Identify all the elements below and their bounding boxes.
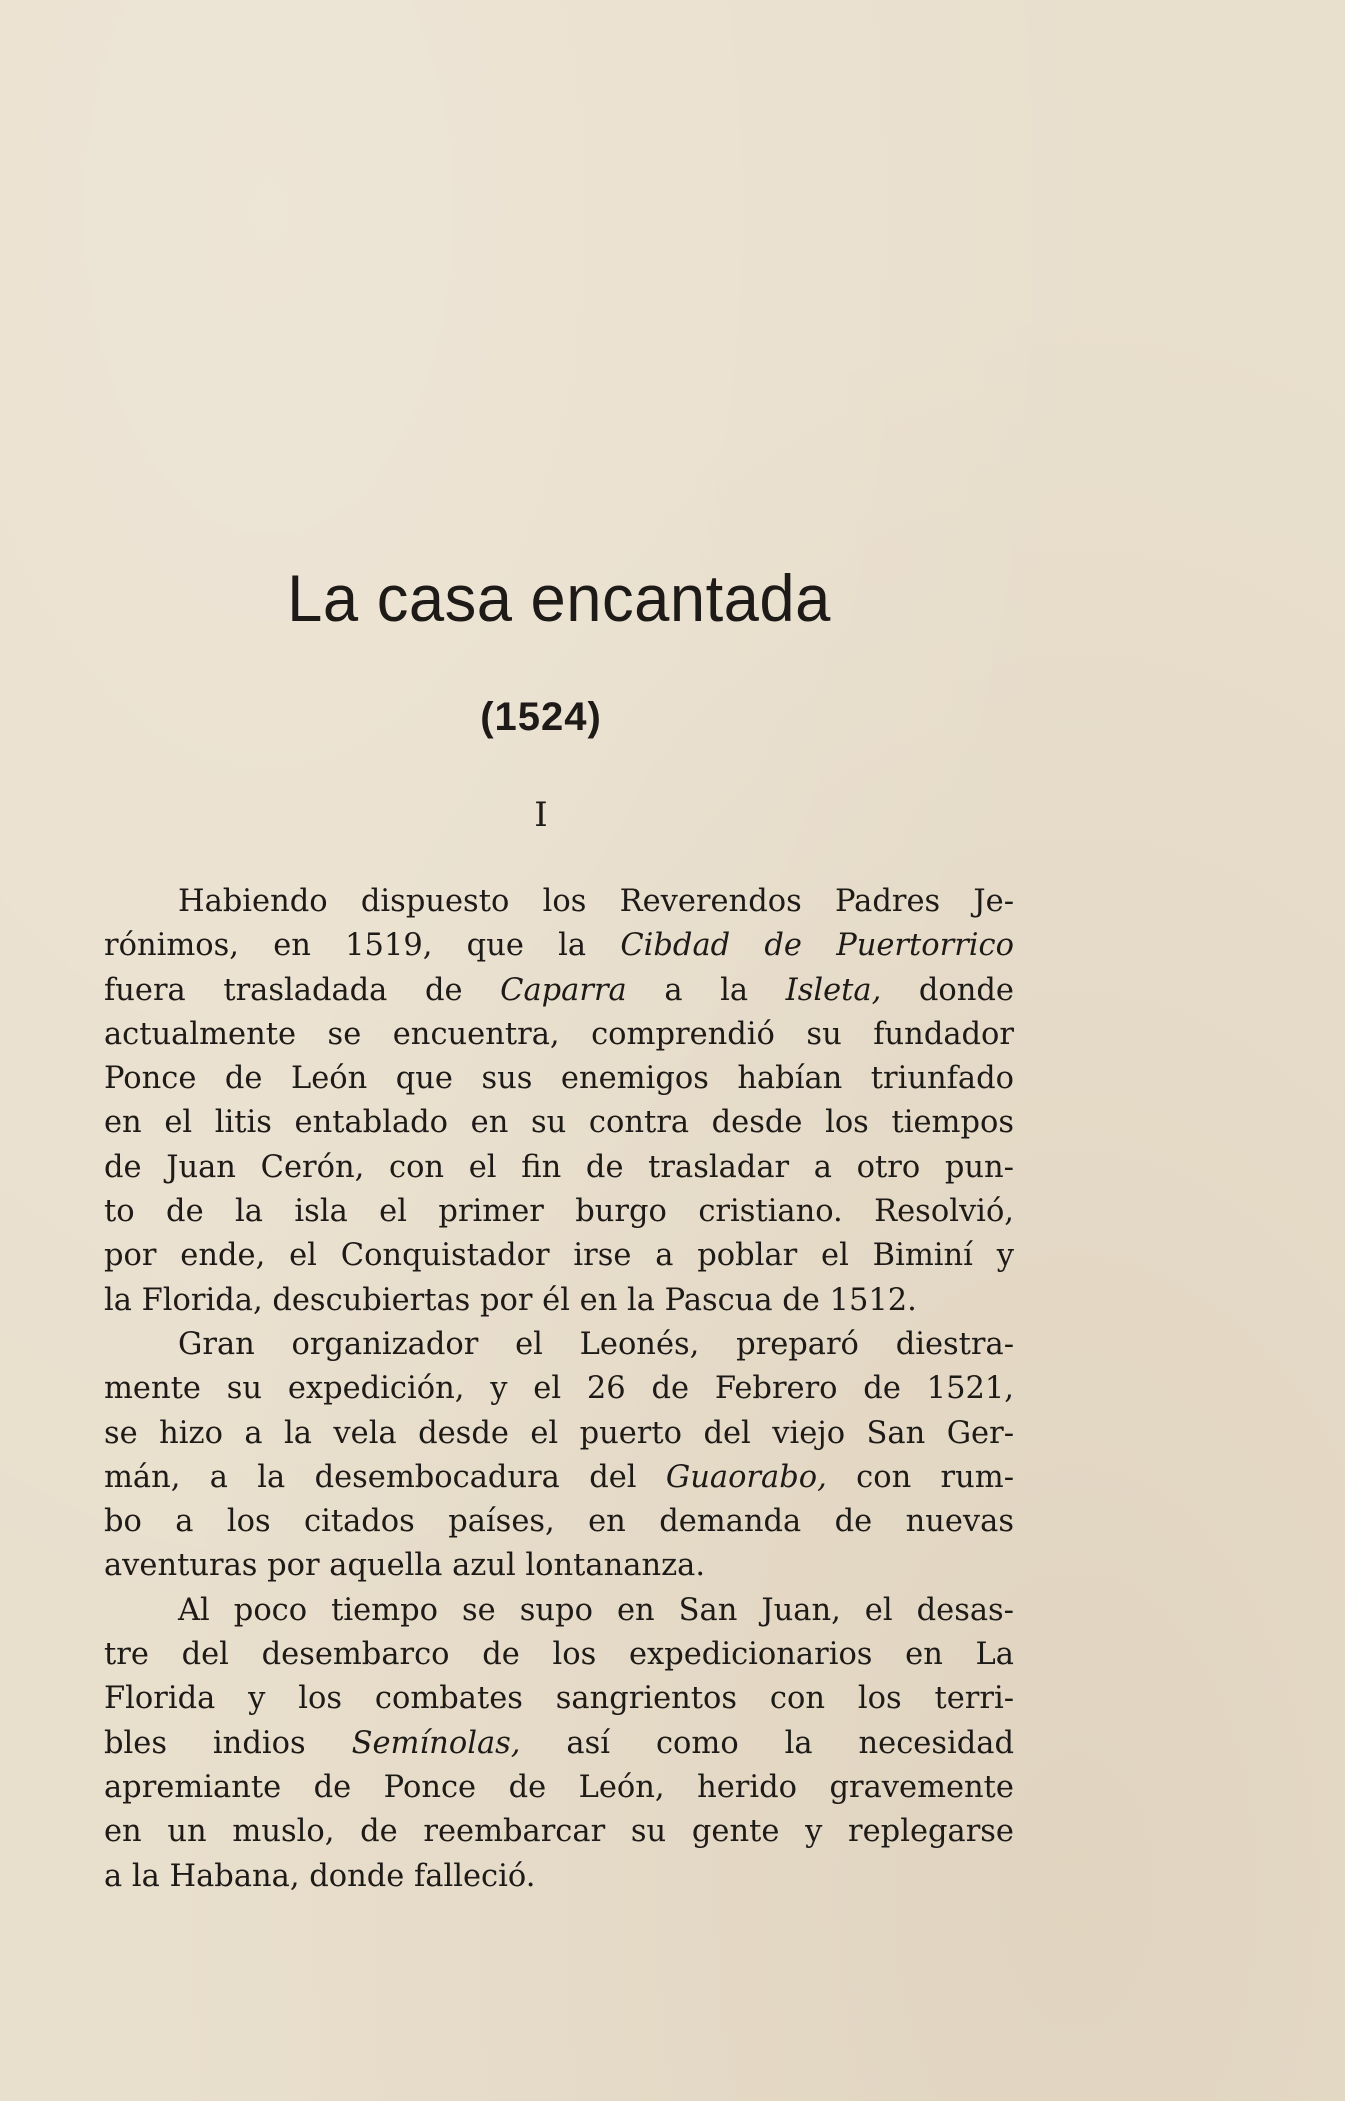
text-segment: fuera trasladada de [104,972,501,1008]
text-segment: to de la isla el primer burgo cristiano. Resolvió, [104,1194,1014,1230]
text-segment: mán, a la desembocadura del [104,1459,666,1495]
section-number: I [534,795,548,835]
text-segment: Habiendo dispuesto los Reverendos Padres Je- [178,884,1014,919]
body-text [104,880,1014,1899]
text-line [104,1855,1014,1899]
italic-text: Cibdad de Puertorrico [620,928,1014,964]
text-line [104,1722,1014,1766]
italic-text: Caparra [500,972,627,1008]
text-line [104,1500,1014,1544]
text-segment: de Juan Cerón, con el fin de trasladar a otro pun- [104,1149,1014,1185]
text-segment: a la Habana, donde falleció. [104,1858,536,1894]
text-segment: actualmente se encuentra, comprendió su fundador [104,1016,1014,1052]
text-line [104,1766,1014,1810]
paragraph [104,1589,1014,1899]
text-segment: a la [626,972,786,1008]
text-segment: bo a los citados países, en demanda de nuevas [104,1504,1014,1540]
text-segment: mente su expedición, y el 26 de Febrero de 1521, [104,1371,1014,1407]
text-segment: en el litis entablado en su contra desde los tiempos [104,1105,1014,1141]
text-line [104,1146,1014,1190]
text-line [104,1633,1014,1677]
italic-text: Semínolas, [351,1725,521,1761]
text-line [104,1323,1014,1367]
text-line [104,969,1014,1013]
italic-text: Guaorabo, [665,1459,827,1495]
text-line [104,1456,1014,1500]
text-line [104,1544,1014,1588]
text-line [104,1013,1014,1057]
text-line [104,1057,1014,1101]
text-segment: rónimos, en 1519, que la [104,928,621,964]
text-line [104,1190,1014,1234]
text-segment: se hizo a la vela desde el puerto del viejo San Ger- [104,1415,1014,1451]
text-segment: en un muslo, de reembarcar su gente y replegarse [104,1814,1014,1850]
text-line [104,1677,1014,1721]
text-segment: por ende, el Conquistador irse a poblar el Biminí y [104,1238,1014,1274]
text-line [104,1279,1014,1323]
paragraph [104,880,1014,1323]
paragraph [104,1323,1014,1589]
text-line [104,880,1014,924]
text-segment: apremiante de Ponce de León, herido gravemente [104,1769,1014,1805]
text-segment: aventuras por aquella azul lontananza. [104,1548,706,1584]
text-line [104,1101,1014,1145]
text-segment: tre del desembarco de los expedicionarios en La [104,1637,1014,1673]
text-line [104,1810,1014,1854]
text-segment: la Florida, descubiertas por él en la Pascua de 1512. [104,1282,917,1318]
italic-text: Isleta, [785,972,882,1008]
text-segment: bles indios [104,1725,352,1761]
text-line [104,1234,1014,1278]
text-line [104,924,1014,968]
text-segment: así como la necesidad [520,1725,1014,1761]
text-line [104,1367,1014,1411]
text-segment: Gran organizador el Leonés, preparó diestra- [178,1326,1014,1362]
chapter-year: (1524) [480,695,602,739]
text-segment: donde [881,972,1014,1008]
chapter-title: La casa encantada [287,561,831,635]
text-segment: Al poco tiempo se supo en San Juan, el desas- [178,1592,1014,1628]
text-line [104,1412,1014,1456]
text-segment: Ponce de León que sus enemigos habían triunfado [104,1061,1014,1097]
text-segment: Florida y los combates sangrientos con los terri- [104,1681,1014,1717]
text-line [104,1589,1014,1633]
text-segment: con rum- [826,1459,1014,1495]
